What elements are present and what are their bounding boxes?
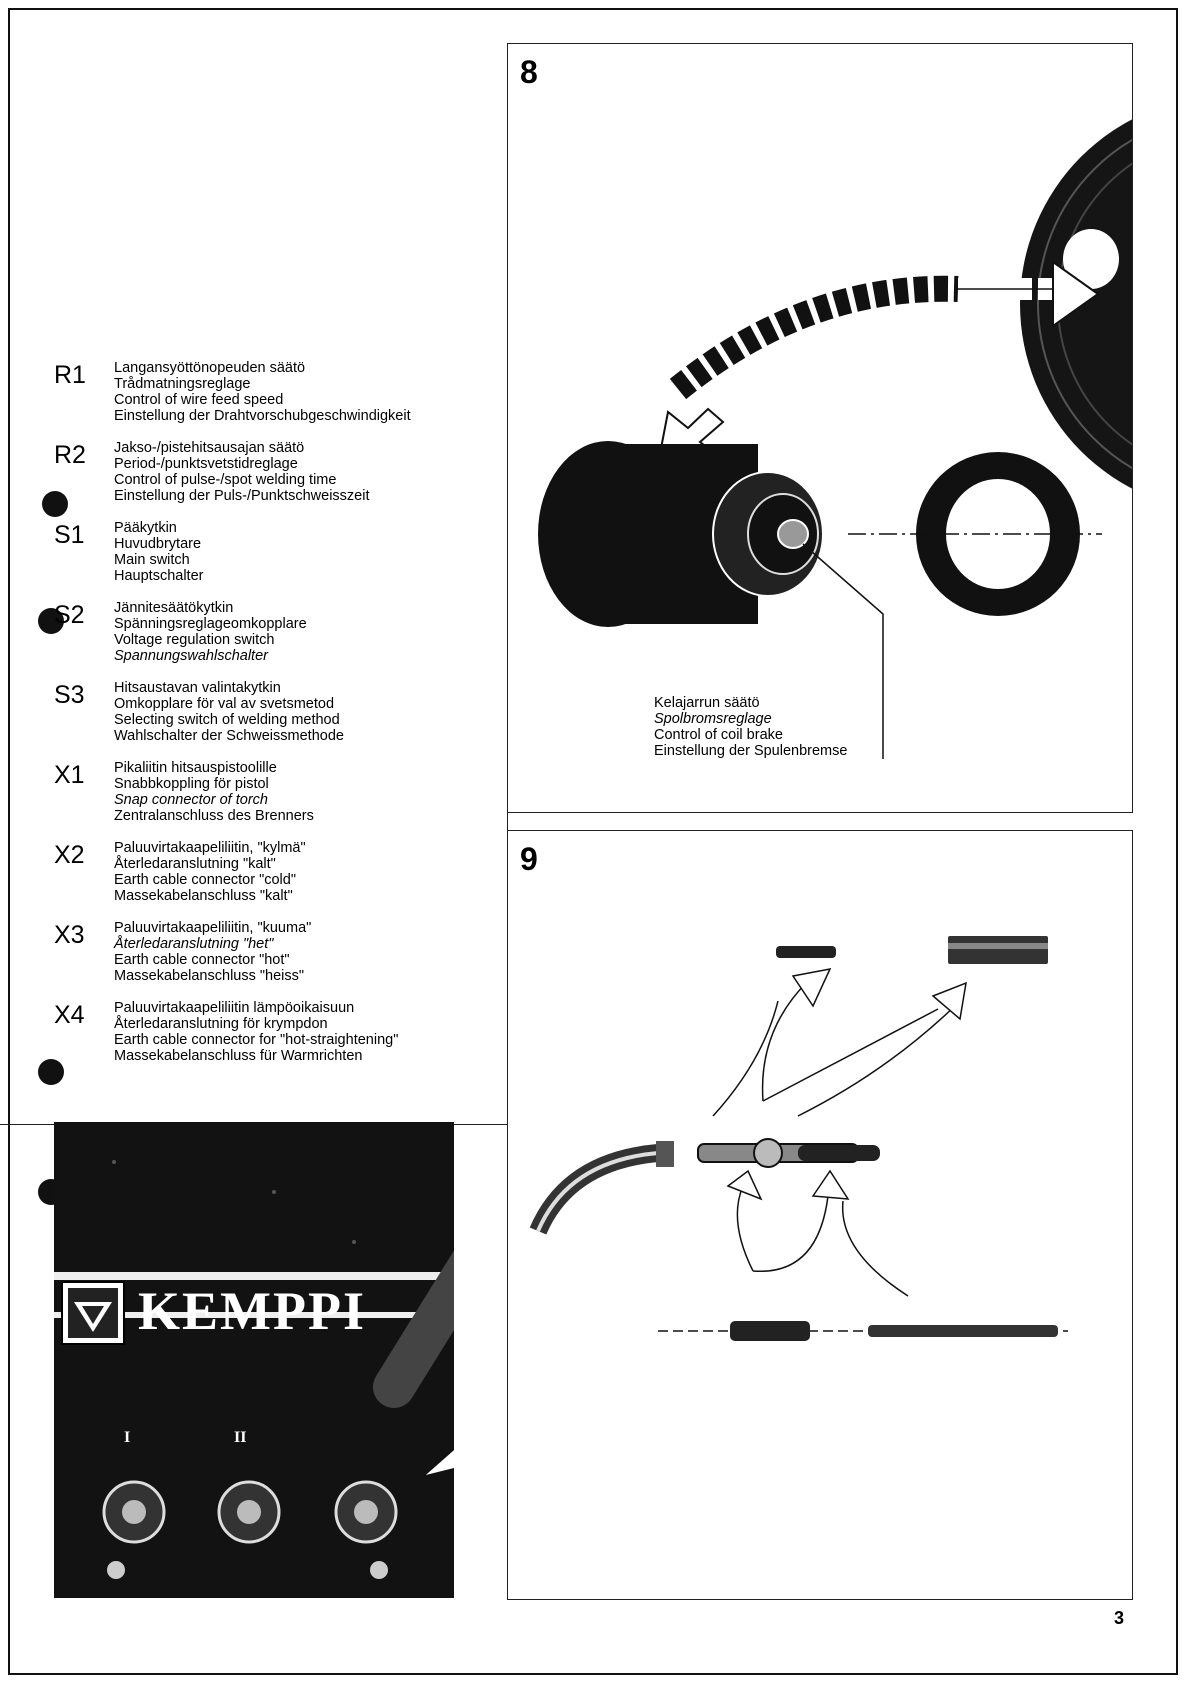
legend-code: X2 [54,841,85,869]
figure-number: 8 [520,54,538,90]
legend-line: Spannungswahlschalter [114,648,268,664]
legend-code: X4 [54,1001,85,1029]
legend-item-s3 [54,680,504,744]
legend-line: Huvudbrytare [114,536,202,552]
legend-description [114,840,504,904]
legend-line: Hauptschalter [114,568,204,584]
legend-line: Selecting switch of welding method [114,712,340,728]
legend-line: Omkopplare för val av svetsmetod [114,696,335,712]
caption-line: Spolbromsreglage [654,711,772,727]
legend-description [114,920,504,984]
legend-line: Control of wire feed speed [114,392,284,408]
switch-label-1: I [124,1429,131,1446]
torch-parts-illustration [508,831,1133,1600]
legend-line: Langansyöttönopeuden säätö [114,360,306,376]
legend-code: S3 [54,681,85,709]
legend-item-x3 [54,920,504,984]
legend-line: Wahlschalter der Schweissmethode [114,728,344,744]
legend-line: Massekabelanschluss für Warmrichten [114,1048,363,1064]
page-number: 3 [1114,1608,1125,1628]
brand-logo-text: KEMPPI [138,1281,366,1341]
legend-line: Jakso-/pistehitsausajan säätö [114,440,305,456]
legend-item-x2 [54,840,504,904]
caption-line: Kelajarrun säätö [654,695,760,711]
legend-description [114,440,504,504]
legend-line: Earth cable connector "hot" [114,952,290,968]
legend-code: R1 [54,361,86,389]
kemppi-machine-photo [54,1122,454,1598]
legend-line: Snap connector of torch [114,792,268,808]
component-legend [54,360,504,1080]
legend-line: Zentralanschluss des Brenners [114,808,314,824]
legend-description [114,600,504,664]
legend-code: X1 [54,761,85,789]
legend-code: S2 [54,601,85,629]
caption-line: Control of coil brake [654,727,783,743]
legend-item-x4 [54,1000,504,1064]
legend-line: Paluuvirtakaapeliliitin lämpöoikaisuun [114,1000,355,1016]
legend-description [114,360,504,424]
legend-item-x1 [54,760,504,824]
figure-8-caption [654,695,847,759]
legend-code: S1 [54,521,85,549]
legend-line: Pikaliitin hitsauspistoolille [114,760,277,776]
legend-description [114,680,504,744]
legend-item-r2 [54,440,504,504]
legend-line: Paluuvirtakaapeliliitin, "kuuma" [114,920,312,936]
legend-line: Einstellung der Drahtvorschubgeschwindigkeit [114,408,411,424]
legend-line: Paluuvirtakaapeliliitin, "kylmä" [114,840,306,856]
caption-line: Einstellung der Spulenbremse [654,743,848,759]
legend-line: Hitsaustavan valintakytkin [114,680,281,696]
legend-item-r1 [54,360,504,424]
legend-line: Massekabelanschluss "kalt" [114,888,293,904]
figure-9 [507,830,1133,1600]
figure-number: 9 [520,841,538,877]
legend-line: Massekabelanschluss "heiss" [114,968,305,984]
legend-line: Period-/punktsvetstidreglage [114,456,298,472]
legend-description [114,1000,504,1064]
legend-item-s1 [54,520,504,584]
legend-code: R2 [54,441,86,469]
legend-line: Återledaranslutning "kalt" [114,856,276,872]
legend-line: Main switch [114,552,190,568]
legend-line: Pääkytkin [114,520,177,536]
legend-line: Återledaranslutning "het" [114,936,274,952]
legend-line: Einstellung der Puls-/Punktschweisszeit [114,488,370,504]
legend-line: Earth cable connector "cold" [114,872,296,888]
switch-label-2: II [234,1429,247,1446]
legend-description [114,520,504,584]
legend-line: Spänningsreglageomkopplare [114,616,307,632]
legend-code: X3 [54,921,85,949]
legend-description [114,760,504,824]
legend-line: Voltage regulation switch [114,632,275,648]
legend-line: Jännitesäätökytkin [114,600,234,616]
legend-item-s2 [54,600,504,664]
legend-line: Snabbkoppling för pistol [114,776,269,792]
legend-line: Trådmatningsreglage [114,376,251,392]
legend-line: Earth cable connector for "hot-straightening" [114,1032,399,1048]
legend-line: Återledaranslutning för krympdon [114,1016,328,1032]
legend-line: Control of pulse-/spot welding time [114,472,337,488]
